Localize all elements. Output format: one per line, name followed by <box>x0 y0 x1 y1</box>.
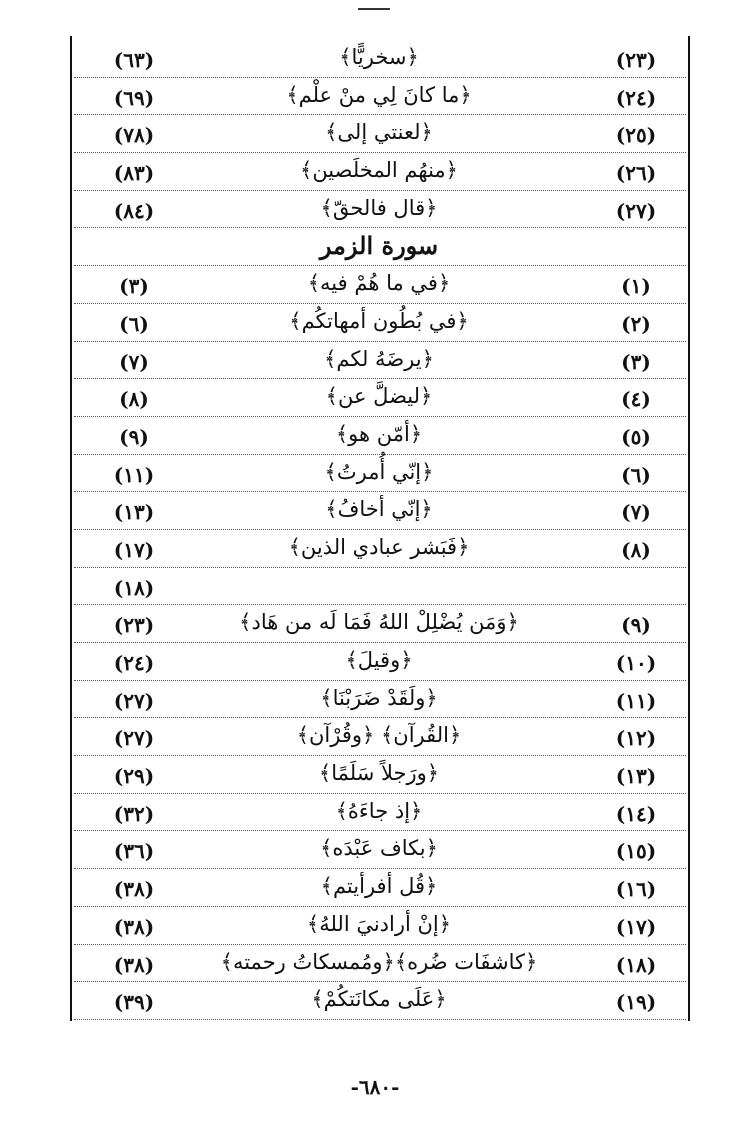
phrase: ﴿قُل أفرأيتم﴾ <box>320 874 438 899</box>
table-row <box>74 568 686 606</box>
table-row <box>74 191 686 229</box>
phrase: ﴿عَلَى مكانَتكُمْ﴾ <box>311 987 447 1012</box>
phrase: ﴿في ما هُمْ فيه﴾ <box>307 271 451 296</box>
page-ref: (٦٣) <box>113 48 155 72</box>
entry-index: (٢٣) <box>615 48 657 72</box>
page-ref: (٦) <box>119 311 149 336</box>
entry-index: (١٤) <box>615 801 657 826</box>
table-row <box>74 794 686 832</box>
page-ref: (٣٨) <box>113 952 155 977</box>
table-row <box>74 718 686 756</box>
table-row <box>74 605 686 643</box>
phrase: ﴿ولَقَدْ ضَرَبْنَا﴾ <box>320 685 438 710</box>
surah-heading-row <box>74 228 686 266</box>
phrase: ﴿ورَجلاً سَلَمًا﴾ <box>318 761 440 786</box>
page-ref: (٢٣) <box>113 613 155 638</box>
phrase: ﴿وَمَن يُضْلِلْ اللهُ فَمَا لَه من هَاد﴾ <box>239 610 519 635</box>
index-rows <box>74 40 686 1020</box>
table-row <box>74 417 686 455</box>
index-table <box>70 36 690 1021</box>
phrase: ﴿سخريًّا﴾ <box>339 45 419 69</box>
page-ref: (٢٤) <box>113 651 155 675</box>
entry-index: (١٣) <box>615 764 657 789</box>
entry-index: (٨) <box>621 537 651 562</box>
entry-index: (١٧) <box>615 914 657 939</box>
table-row <box>74 831 686 869</box>
page-ref: (٣) <box>119 274 149 299</box>
page-ref: (١٧) <box>113 537 155 562</box>
entry-index: (٩) <box>621 613 651 638</box>
page-ref: (٨) <box>119 387 149 412</box>
page-ref: (١١) <box>113 462 155 487</box>
table-row <box>74 115 686 153</box>
page-ref: (٣٦) <box>113 839 155 864</box>
page-ref: (٣٩) <box>113 990 155 1015</box>
entry-index: (٢٥) <box>615 123 657 148</box>
page-ref: (١٣) <box>113 500 155 525</box>
table-row <box>74 756 686 794</box>
entry-index: (١٩) <box>615 990 657 1015</box>
table-row <box>74 78 686 116</box>
phrase: ﴿يرضَهُ لكم﴾ <box>324 346 434 371</box>
page-number: -٦٨٠- <box>350 1075 400 1099</box>
page-ref: (٧٨) <box>113 123 155 148</box>
page-ref: (١٨) <box>113 575 155 600</box>
page-ref: (٨٤) <box>113 198 155 223</box>
table-row <box>74 40 686 78</box>
page-ref: (٣٨) <box>113 914 155 939</box>
phrase: ﴿ما كانَ لِي منْ علْم﴾ <box>286 82 472 107</box>
page-ref: (٣٢) <box>113 801 155 826</box>
table-row <box>74 379 686 417</box>
entry-index: (١٥) <box>615 839 657 864</box>
table-row <box>74 266 686 304</box>
entry-index: (١١) <box>615 688 657 713</box>
phrase: ﴿إنّي أخافُ﴾ <box>325 497 433 522</box>
table-row <box>74 681 686 719</box>
page-ref: (٦٩) <box>113 85 155 110</box>
entry-index: (١) <box>621 274 651 299</box>
phrase: ﴿كاشفَات ضُره﴾﴿ومُمسكاتُ رحمته﴾ <box>220 949 538 974</box>
page-ref: (٧) <box>119 349 149 374</box>
top-rule <box>358 8 390 10</box>
entry-index: (٣) <box>621 349 651 374</box>
surah-title: سورة الزمر <box>319 231 439 261</box>
phrase: ﴿في بُطُون أمهاتكُم﴾ <box>289 308 469 333</box>
entry-index: (٦) <box>621 462 651 487</box>
phrase: ﴿قال فالحقّ﴾ <box>320 195 438 220</box>
entry-index: (١٨) <box>615 952 657 977</box>
phrase: ﴿أمّن هو﴾ <box>335 421 423 446</box>
table-row <box>74 492 686 530</box>
table-row <box>74 530 686 568</box>
left-border <box>70 36 72 1021</box>
entry-index: (٤) <box>621 387 651 412</box>
entry-index: (١٢) <box>615 726 657 751</box>
entry-index: (٢٧) <box>615 198 657 223</box>
phrase: ﴿إذ جاءَهُ﴾ <box>335 798 423 823</box>
entry-index: (٢٦) <box>615 161 657 186</box>
phrase: ﴿وقيلَ﴾ <box>345 648 413 672</box>
table-row <box>74 982 686 1020</box>
page-ref: (٨٣) <box>113 161 155 186</box>
page-ref: (٢٧) <box>113 726 155 751</box>
entry-index: (٢٤) <box>615 85 657 110</box>
right-border <box>688 36 690 1021</box>
table-row <box>74 945 686 983</box>
phrase: ﴿منهُم المخلَصين﴾ <box>300 158 458 183</box>
entry-index: (٥) <box>621 424 651 449</box>
page-ref: (٢٧) <box>113 688 155 713</box>
table-row <box>74 304 686 342</box>
phrase: ﴿ليضلَّ عن﴾ <box>325 384 433 409</box>
phrase: ﴿القُرآن﴾ ﴿وقُرْآن﴾ <box>296 723 462 748</box>
page-ref: (٢٩) <box>113 764 155 789</box>
entry-index: (٧) <box>621 500 651 525</box>
table-row <box>74 455 686 493</box>
table-row <box>74 643 686 681</box>
table-row <box>74 869 686 907</box>
entry-index: (١٦) <box>615 877 657 902</box>
entry-index: (١٠) <box>615 651 657 675</box>
phrase: ﴿لعنتي إلى﴾ <box>325 120 433 145</box>
phrase: ﴿فَبَشر عبادي الذين﴾ <box>288 534 470 559</box>
page-ref: (٩) <box>119 424 149 449</box>
page-ref: (٣٨) <box>113 877 155 902</box>
phrase: ﴿بكاف عَبْدَه﴾ <box>320 836 438 861</box>
phrase: ﴿إنّي أُمرتُ﴾ <box>324 459 434 484</box>
phrase: ﴿إنْ أرادنيَ اللهُ﴾ <box>306 911 452 936</box>
table-row <box>74 342 686 380</box>
table-row <box>74 153 686 191</box>
entry-index: (٢) <box>621 311 651 336</box>
table-row <box>74 907 686 945</box>
